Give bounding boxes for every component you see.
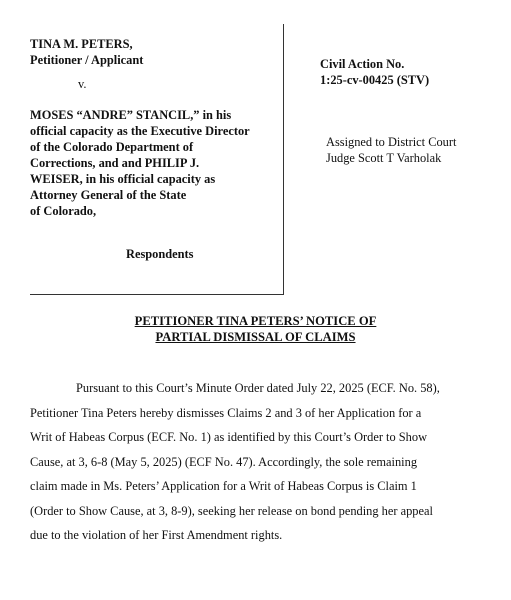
assigned-judge: Judge Scott T Varholak: [326, 151, 442, 165]
caption-horizontal-divider: [30, 294, 284, 295]
body-paragraph: [30, 376, 500, 548]
caption-vertical-divider: [283, 24, 284, 294]
document-title: [0, 313, 511, 345]
respondent-line: official capacity as the Executive Director: [30, 124, 250, 138]
respondent-line: of Colorado,: [30, 204, 97, 218]
respondent-line: of the Colorado Department of: [30, 140, 194, 154]
body-line: Pursuant to this Court’s Minute Order dated July 22, 2025 (ECF. No. 58),: [76, 381, 440, 395]
respondent-line: Attorney General of the State: [30, 188, 187, 202]
case-info: [320, 56, 429, 88]
respondents-block: [30, 107, 280, 219]
petitioner-role: Petitioner / Applicant: [30, 53, 144, 67]
title-line-1: PETITIONER TINA PETERS’ NOTICE OF: [134, 314, 377, 328]
case-number: 1:25-cv-00425 (STV): [320, 73, 430, 87]
body-line: (Order to Show Cause, at 3, 8-9), seeking her release on bond pending her appeal: [30, 503, 433, 518]
body-line: Writ of Habeas Corpus (ECF. No. 1) as identified by this Court’s Order to Show: [30, 430, 428, 444]
body-line: Petitioner Tina Peters hereby dismisses Claims 2 and 3 of her Application for a: [30, 405, 422, 420]
caption-parties: [30, 36, 280, 219]
respondent-line: MOSES “ANDRE” STANCIL,” in his: [30, 108, 232, 122]
body-line: claim made in Ms. Peters’ Application for a Writ of Habeas Corpus is Claim 1: [30, 479, 417, 493]
respondents-label: Respondents: [126, 247, 194, 261]
assignment-info: [326, 134, 456, 166]
petitioner-name: TINA M. PETERS,: [30, 37, 133, 51]
body-line: due to the violation of her First Amendment rights.: [30, 528, 283, 542]
versus-label: v.: [78, 77, 87, 91]
respondent-line: Corrections, and and PHILIP J.: [30, 156, 200, 170]
respondent-line: WEISER, in his official capacity as: [30, 172, 216, 186]
body-line: Cause, at 3, 6-8 (May 5, 2025) (ECF No. 47). Accordingly, the sole remaining: [30, 454, 418, 469]
assigned-court: Assigned to District Court: [326, 135, 457, 149]
civil-action-label: Civil Action No.: [320, 57, 405, 71]
title-line-2: PARTIAL DISMISSAL OF CLAIMS: [155, 330, 356, 344]
